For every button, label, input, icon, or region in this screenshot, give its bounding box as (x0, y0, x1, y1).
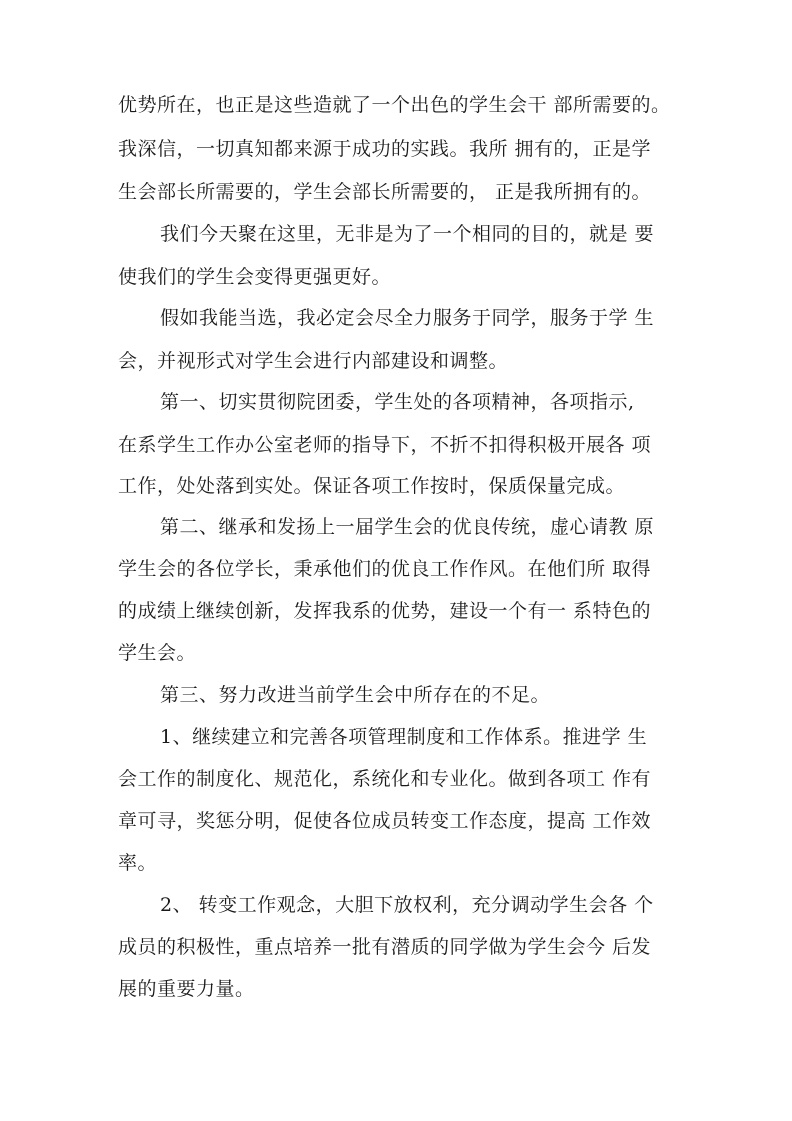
paragraph-first-line: 第一、切实贯彻院团委，学生处的各项精神，各项指示, (160, 391, 635, 413)
text-line: 学生会。 (118, 642, 197, 664)
text-line: 率。 (118, 852, 158, 874)
text-line: 成员的积极性，重点培养一批有潜质的同学做为学生会今 后发 (118, 936, 652, 958)
text-line: 学生会的各位学长，秉承他们的优良工作作风。在他们所 取得 (118, 558, 652, 580)
paragraph-first-line: 我们今天聚在这里，无非是为了一个相同的目的，就是 要 (160, 223, 655, 245)
text-line: 工作，处处落到实处。保证各项工作按时，保质保量完成。 (118, 475, 626, 497)
paragraph-first-line: 第三、努力改进当前学生会中所存在的不足。 (160, 684, 551, 706)
text-line: 在系学生工作办公室老师的指导下，不折不扣得积极开展各 项 (118, 434, 652, 456)
text-line: 优势所在，也正是这些造就了一个出色的学生会干 部所需要的。 (118, 94, 671, 116)
text-line: 生会部长所需要的，学生会部长所需要的， 正是我所拥有的。 (118, 181, 652, 203)
text-line: 的成绩上继续创新，发挥我系的优势，建设一个有一 系特色的 (118, 600, 652, 622)
text-line: 使我们的学生会变得更强更好。 (118, 266, 392, 288)
paragraph-first-line: 1、继续建立和完善各项管理制度和工作体系。推进学 生 (160, 726, 648, 748)
text-line: 展的重要力量。 (118, 978, 255, 1000)
text-line: 会工作的制度化、规范化，系统化和专业化。做到各项工 作有 (118, 768, 652, 790)
paragraph-first-line: 2、 转变工作观念，大胆下放权利，充分调动学生会各 个 (160, 894, 654, 916)
paragraph-first-line: 第二、继承和发扬上一届学生会的优良传统，虚心请教 原 (160, 516, 655, 538)
text-line: 我深信，一切真知都来源于成功的实践。我所 拥有的，正是学 (118, 138, 652, 160)
text-line: 章可寻，奖惩分明，促使各位成员转变工作态度，提高 工作效 (118, 810, 652, 832)
paragraph-first-line: 假如我能当选，我必定会尽全力服务于同学，服务于学 生 (160, 307, 655, 329)
text-line: 会，并视形式对学生会进行内部建设和调整。 (118, 350, 509, 372)
